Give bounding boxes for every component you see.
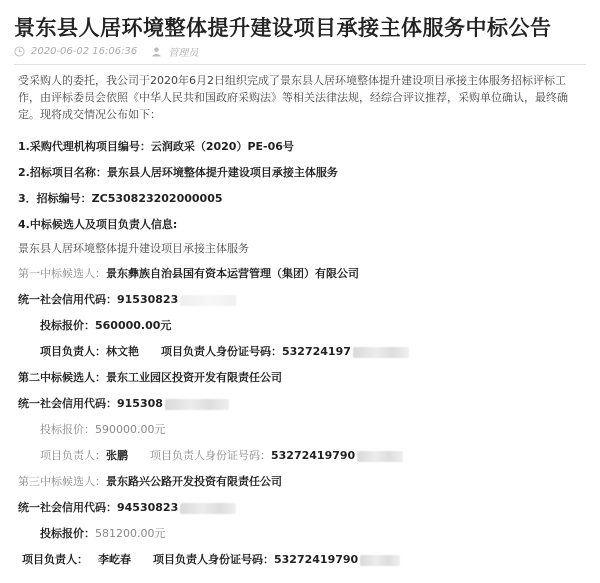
manager-label: 项目负责人： <box>22 553 88 566</box>
redaction-mask <box>353 347 409 358</box>
project-name-line: 景东县人居环境整体提升建设项目承接主体服务 <box>18 242 249 255</box>
item-project-name: 2.招标项目名称：景东县人居环境整体提升建设项目承接主体服务 <box>18 166 338 179</box>
candidate-1-manager <box>40 343 409 360</box>
manager-name: 李屹春 <box>98 553 131 566</box>
id-number: 53272419790 <box>274 553 359 566</box>
credit-label: 统一社会信用代码： <box>18 293 117 306</box>
credit-label: 统一社会信用代码： <box>18 501 117 514</box>
page-title: 景东县人居环境整体提升建设项目承接主体服务中标公告 <box>14 16 552 40</box>
candidate-company: 景东路兴公路开发投资有限责任公司 <box>106 475 282 488</box>
article-meta <box>14 44 198 59</box>
manager-name: 张鹏 <box>106 449 128 462</box>
candidate-2-manager <box>40 447 403 464</box>
candidate-rank: 第三中标候选人： <box>18 475 106 488</box>
bid-price: 581200.00元 <box>95 527 166 540</box>
intro-paragraph: 受采购人的委托，我公司于2020年6月2日组织完成了景东县人居环境整体提升建设项目承接主体服务招标评标工作，由评标委员会依照《中华人民共和国政府采购法》等相关法律法规，经综合评议推荐，采购单位确认，最终确定。现将成交情况公布如下： <box>18 74 568 121</box>
article-body <box>18 72 584 566</box>
redaction-mask <box>165 399 229 410</box>
id-number: 53272419790 <box>271 449 356 462</box>
candidate-2-bid <box>40 421 166 438</box>
credit-code: 915308 <box>117 397 163 410</box>
candidate-company: 景东彝族自治县国有资本运营管理（集团）有限公司 <box>106 267 359 280</box>
credit-code: 91530823 <box>117 293 179 306</box>
id-label: 项目负责人身份证号码： <box>150 449 271 462</box>
candidate-3-bid <box>40 525 166 542</box>
author-name: 管理员 <box>168 48 199 59</box>
candidate-3-heading <box>18 473 282 490</box>
candidate-2-heading <box>18 369 282 386</box>
candidate-3-credit <box>18 499 236 516</box>
item-candidates-heading: 4.中标候选人及项目负责人信息: <box>18 218 178 231</box>
bid-label: 投标报价： <box>40 423 95 436</box>
manager-label: 项目负责人： <box>40 345 106 358</box>
redaction-mask <box>357 451 403 462</box>
candidate-rank: 第一中标候选人： <box>18 267 106 280</box>
bid-label: 投标报价： <box>40 319 95 332</box>
bid-price: 590000.00元 <box>95 423 166 436</box>
bid-price: 560000.00元 <box>95 319 172 332</box>
bid-label: 投标报价： <box>40 527 95 540</box>
credit-label: 统一社会信用代码： <box>18 397 117 410</box>
clock-icon <box>14 46 25 57</box>
redaction-mask <box>180 503 236 514</box>
redaction-mask <box>180 295 236 306</box>
candidate-1-bid <box>40 317 171 334</box>
candidate-rank: 第二中标候选人： <box>18 371 106 384</box>
publish-date: 2020-06-02 16:06:36 <box>31 46 138 57</box>
item-tender-number: 3．招标编号：ZC530823202000005 <box>18 192 223 205</box>
redaction-mask <box>360 555 400 566</box>
header-divider <box>14 64 586 65</box>
manager-name: 林文艳 <box>106 345 139 358</box>
candidate-1-credit <box>18 291 236 308</box>
candidate-1-heading <box>18 265 359 282</box>
manager-label: 项目负责人： <box>40 449 106 462</box>
candidate-company: 景东工业园区投资开发有限责任公司 <box>106 371 282 384</box>
id-label: 项目负责人身份证号码： <box>153 553 274 566</box>
id-label: 项目负责人身份证号码： <box>161 345 282 358</box>
candidate-3-manager <box>22 551 400 568</box>
item-agency-number: 1.采购代理机构项目编号：云润政采（2020）PE-06号 <box>18 140 294 153</box>
user-icon <box>151 46 162 57</box>
id-number: 532724197 <box>282 345 351 358</box>
credit-code: 94530823 <box>117 501 179 514</box>
candidate-2-credit <box>18 395 229 412</box>
